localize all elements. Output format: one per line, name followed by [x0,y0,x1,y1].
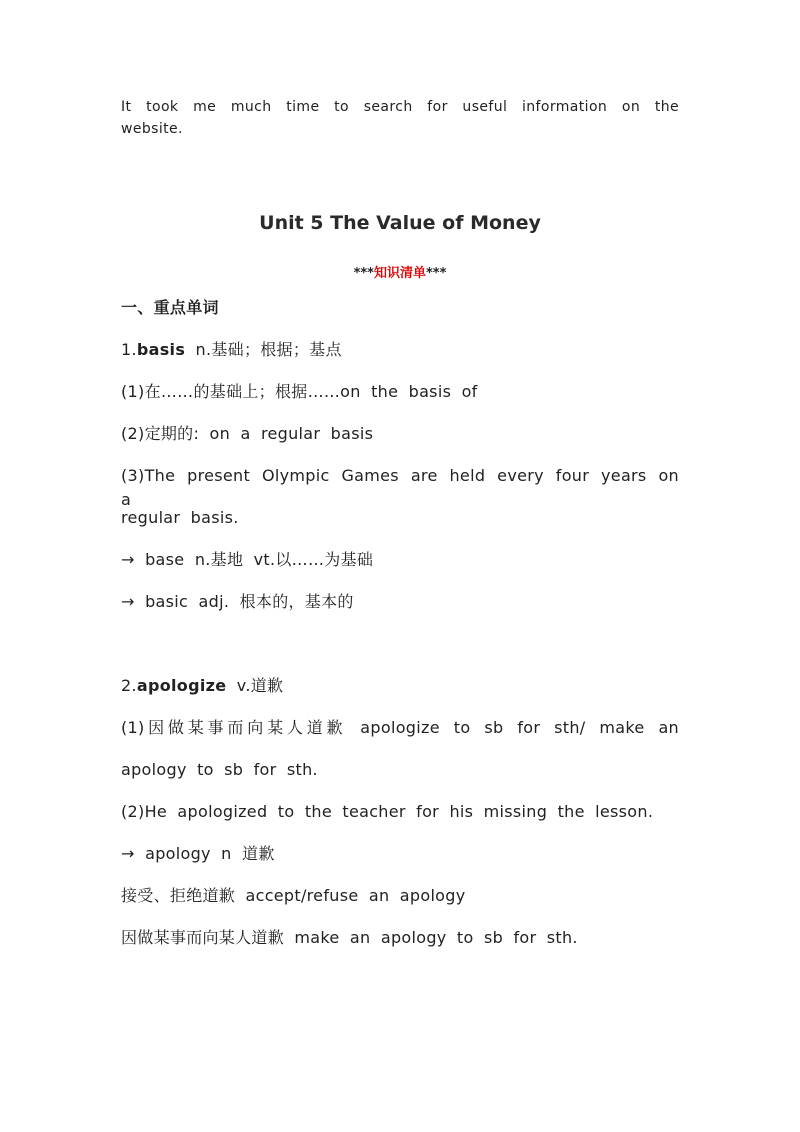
entry-heading [121,338,679,362]
entry-definition: v.道歉 [226,676,284,695]
entry-line: (3)The present Olympic Games are held every four years on a [121,466,679,509]
entry-line: (2)He apologized to the teacher for his missing the lesson. [121,802,654,821]
entry-word: apologize [136,676,227,695]
entry-line: regular basis. [121,508,239,527]
entry-number: 2. [121,676,137,695]
section-subtitle [121,264,679,284]
subtitle-prefix: *** [353,266,374,281]
entry-line: → apology n 道歉 [121,844,275,863]
entry-line: (2)定期的: on a regular basis [121,424,374,443]
entry-number: 1. [121,340,137,359]
entry-line: → base n.基地 vt.以……为基础 [121,550,374,569]
intro-sentence: It took me much time to search for useful information on the website. [121,99,679,137]
entry-word: basis [136,340,186,359]
entry-line: (1)因做某事而向某人道歉 apologize to sb for sth/ make an [121,718,679,737]
entry-definition: n.基础；根据；基点 [185,340,342,359]
subtitle-text: 知识清单 [373,266,426,281]
entry-line: apology to sb for sth. [121,760,318,779]
unit-title: Unit 5 The Value of Money [259,212,541,234]
section-heading: 一、重点单词 [121,298,219,317]
entry-line: 因做某事而向某人道歉 make an apology to sb for sth. [121,928,578,947]
entry-line: → basic adj. 根本的，基本的 [121,592,354,611]
subtitle-suffix: *** [426,266,447,281]
entry-heading [121,674,679,698]
entry-line: (1)在……的基础上；根据……on the basis of [121,382,478,401]
entry-line: 接受、拒绝道歉 accept/refuse an apology [121,886,466,905]
